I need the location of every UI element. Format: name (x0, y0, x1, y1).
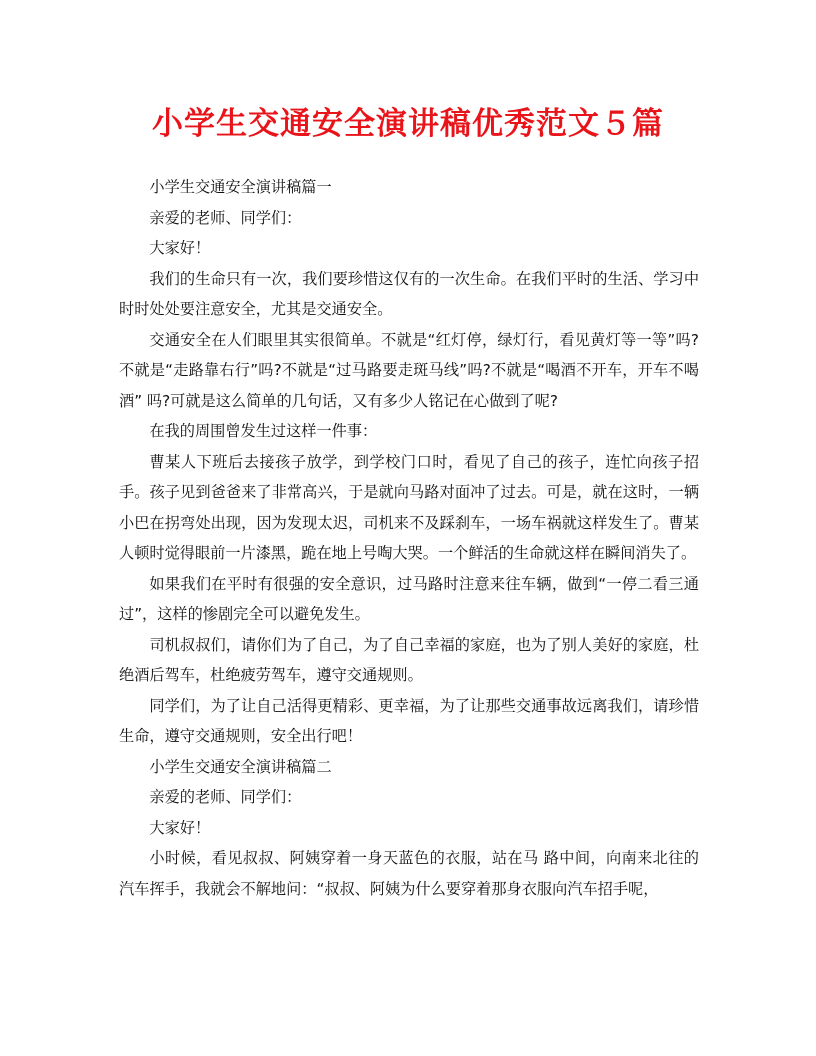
paragraph: 如果我们在平时有很强的安全意识，过马路时注意来往车辆，做到“一停二看三通过”，这样的惨剧完全可以避免发生。 (119, 574, 699, 623)
paragraph: 小时候，看见叔叔、阿姨穿着一身天蓝色的衣服，站在马 路中间，向南来北往的汽车挥手，我就会不解地问：“叔叔、阿姨为什么要穿着那身衣服向汽车招手呢， (119, 849, 699, 898)
paragraph: 司机叔叔们，请你们为了自己，为了自己幸福的家庭，也为了别人美好的家庭，杜绝酒后驾车，杜绝疲劳驾车，遵守交通规则。 (119, 635, 699, 684)
section-heading: 小学生交通安全演讲稿篇二 (149, 757, 332, 776)
salutation: 亲爱的老师、同学们： (149, 788, 302, 806)
paragraph: 在我的周围曾发生过这样一件事： (149, 422, 378, 440)
paragraph: 交通安全在人们眼里其实很简单。不就是“红灯停，绿灯行，看见黄灯等一等”吗?不就是“走路靠右行”吗?不就是“过马路要走斑马线”吗?不就是“喝酒不开车，开车不喝酒” 吗?可就是这么简单的几句话，又有多少人铭记在心做到了呢? (119, 330, 699, 410)
paragraph: 曹某人下班后去接孩子放学，到学校门口时，看见了自己的孩子，连忙向孩子招手。孩子见到爸爸来了非常高兴，于是就向马路对面冲了过去。可是，就在这时，一辆小巴在拐弯处出现，因为发现太迟，司机来不及踩刹车，一场车祸就这样发生了。曹某人顿时觉得眼前一片漆黑，跪在地上号啕大哭。一个鲜活的生命就这样在瞬间消失了。 (119, 452, 699, 562)
salutation: 亲爱的老师、同学们： (149, 208, 302, 227)
paragraph: 同学们，为了让自己活得更精彩、更幸福，为了让那些交通事故远离我们，请珍惜生命，遵守交通规则，安全出行吧！ (119, 696, 699, 745)
document-body (119, 172, 699, 904)
paragraph: 我们的生命只有一次，我们要珍惜这仅有的一次生命。在我们平时的生活、学习中时时处处要注意安全，尤其是交通安全。 (119, 269, 699, 318)
section-heading: 小学生交通安全演讲稿篇一 (149, 178, 332, 196)
document-title: 小学生交通安全演讲稿优秀范文５篇 (152, 106, 664, 142)
greeting: 大家好！ (149, 818, 211, 837)
greeting: 大家好！ (149, 239, 211, 257)
